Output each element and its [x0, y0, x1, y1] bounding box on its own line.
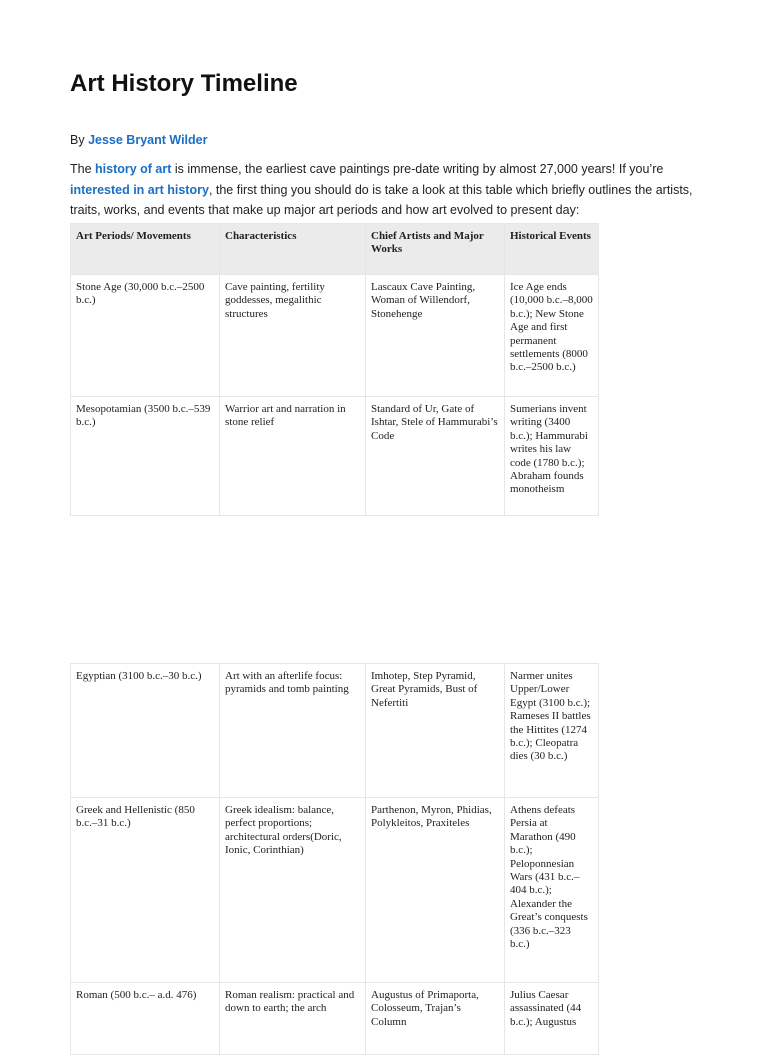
cell-characteristics: Greek idealism: balance, perfect proportions; architectural orders(Doric, Ionic, Corinthian)	[220, 798, 366, 983]
intro-text-1: The	[70, 162, 96, 176]
intro-text-2: is immense, the earliest cave paintings pre-date writing by almost 27,000 years! If you’re	[171, 162, 664, 176]
cell-events: Athens defeats Persia at Marathon (490 b.c.); Peloponnesian Wars (431 b.c.–404 b.c.); Alexander the Great’s conquests (336 b.c.–323 b.c.)	[505, 798, 599, 983]
table-header-row	[71, 224, 599, 275]
table-row	[71, 275, 599, 397]
cell-artists: Augustus of Primaporta, Colosseum, Trajan’s Column	[366, 983, 505, 1055]
cell-artists: Standard of Ur, Gate of Ishtar, Stele of Hammurabi’s Code	[366, 397, 505, 516]
table-row	[71, 664, 599, 798]
cell-artists: Lascaux Cave Painting, Woman of Willendorf, Stonehenge	[366, 275, 505, 397]
header-chief-artists: Chief Artists and Major Works	[366, 224, 505, 275]
cell-characteristics: Roman realism: practical and down to earth; the arch	[220, 983, 366, 1055]
cell-artists: Parthenon, Myron, Phidias, Polykleitos, Praxiteles	[366, 798, 505, 983]
cell-period: Mesopotamian (3500 b.c.–539 b.c.)	[71, 397, 220, 516]
art-timeline-table-continued	[70, 663, 599, 1055]
interested-in-art-history-link[interactable]: interested in art history	[70, 182, 209, 197]
cell-characteristics: Cave painting, fertility goddesses, megalithic structures	[220, 275, 366, 397]
art-timeline-table	[70, 223, 599, 516]
cell-artists: Imhotep, Step Pyramid, Great Pyramids, Bust of Nefertiti	[366, 664, 505, 798]
table-row	[71, 397, 599, 516]
table-row	[71, 983, 599, 1055]
cell-period: Egyptian (3100 b.c.–30 b.c.)	[71, 664, 220, 798]
header-art-periods: Art Periods/ Movements	[71, 224, 220, 275]
intro-text-3: , the first thing you should do is take a look at this table which briefly outlines the artists, traits, works, and events that make up major art periods and how art evolved to present day:	[70, 182, 693, 217]
header-characteristics: Characteristics	[220, 224, 366, 275]
intro-paragraph	[70, 159, 710, 221]
header-historical-events: Historical Events	[505, 224, 599, 275]
author-link[interactable]: Jesse Bryant Wilder	[88, 133, 208, 147]
cell-events: Ice Age ends (10,000 b.c.–8,000 b.c.); New Stone Age and first permanent settlements (8000 b.c.–2500 b.c.)	[505, 275, 599, 397]
cell-events: Sumerians invent writing (3400 b.c.); Hammurabi writes his law code (1780 b.c.); Abraham founds monotheism	[505, 397, 599, 516]
byline-prefix: By	[70, 133, 85, 147]
byline	[70, 133, 207, 147]
cell-period: Roman (500 b.c.– a.d. 476)	[71, 983, 220, 1055]
table-row	[71, 798, 599, 983]
cell-events: Narmer unites Upper/Lower Egypt (3100 b.c.); Rameses II battles the Hittites (1274 b.c.); Cleopatra dies (30 b.c.)	[505, 664, 599, 798]
cell-events: Julius Caesar assassinated (44 b.c.); Augustus	[505, 983, 599, 1055]
cell-period: Greek and Hellenistic (850 b.c.–31 b.c.)	[71, 798, 220, 983]
cell-characteristics: Warrior art and narration in stone relief	[220, 397, 366, 516]
cell-period: Stone Age (30,000 b.c.–2500 b.c.)	[71, 275, 220, 397]
page-title: Art History Timeline	[70, 70, 298, 97]
cell-characteristics: Art with an afterlife focus: pyramids and tomb painting	[220, 664, 366, 798]
history-of-art-link[interactable]: history of art	[95, 162, 172, 176]
